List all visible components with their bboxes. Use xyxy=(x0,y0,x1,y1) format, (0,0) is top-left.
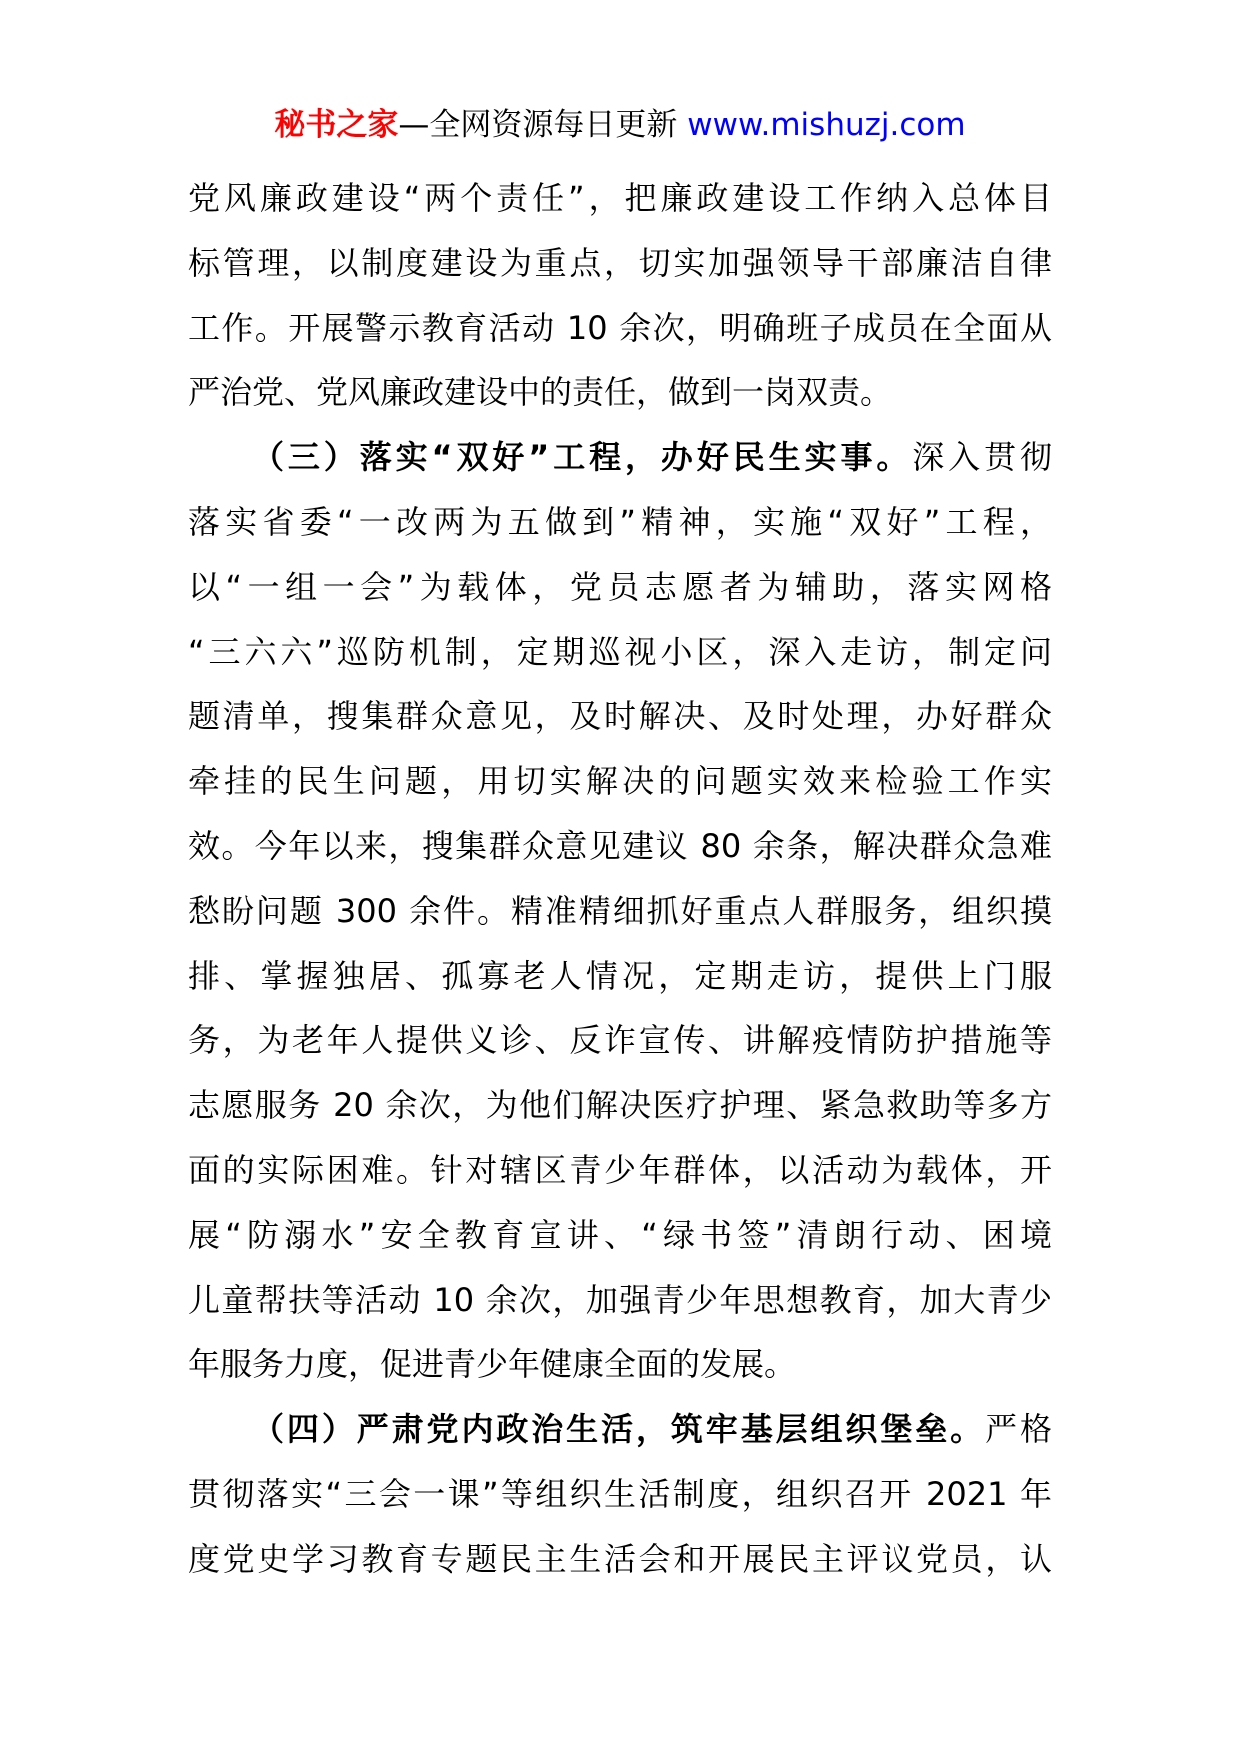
body-line: 题清单，搜集群众意见，及时解决、及时处理，办好群众 xyxy=(188,697,1052,736)
body-line: 以“一组一会”为载体，党员志愿者为辅助，落实网格 xyxy=(188,567,1052,606)
body-line: 务，为老年人提供义诊、反诈宣传、讲解疫情防护措施等 xyxy=(188,1021,1052,1060)
body-line: 愁盼问题 300 余件。精准精细抓好重点人群服务，组织摸 xyxy=(188,891,1052,930)
body-line: 落实省委“一改两为五做到”精神，实施“双好”工程， xyxy=(188,502,1052,541)
body-line: 年服务力度，促进青少年健康全面的发展。 xyxy=(188,1345,797,1384)
section-heading-line xyxy=(188,1397,1052,1462)
body-line: 标管理，以制度建设为重点，切实加强领导干部廉洁自律 xyxy=(188,243,1052,282)
section-heading-line xyxy=(188,425,1052,490)
body-line: 度党史学习教育专题民主生活会和开展民主评议党员，认 xyxy=(188,1539,1052,1578)
section-heading-continuation: 深入贯彻 xyxy=(912,438,1052,477)
document-body xyxy=(188,166,1052,1592)
body-line: 儿童帮扶等活动 10 余次，加强青少年思想教育，加大青少 xyxy=(188,1280,1052,1319)
page-header xyxy=(0,103,1240,147)
body-line: 贯彻落实“三会一课”等组织生活制度，组织召开 2021 年 xyxy=(188,1474,1052,1513)
brand-name: 秘书之家 xyxy=(274,107,399,143)
body-line: 排、掌握独居、孤寡老人情况，定期走访，提供上门服 xyxy=(188,956,1052,995)
section-heading: （三）落实“双好”工程，办好民生实事。 xyxy=(252,438,913,477)
body-line: 面的实际困难。针对辖区青少年群体，以活动为载体，开 xyxy=(188,1150,1052,1189)
body-line: 严治党、党风廉政建设中的责任，做到一岗双责。 xyxy=(188,373,893,412)
body-line: 效。今年以来，搜集群众意见建议 80 余条，解决群众急难 xyxy=(188,826,1052,865)
body-line: “三六六”巡防机制，定期巡视小区，深入走访，制定问 xyxy=(188,632,1052,671)
section-heading: （四）严肃党内政治生活，筑牢基层组织堡垒。 xyxy=(252,1410,986,1449)
header-tagline: —全网资源每日更新 xyxy=(398,107,678,143)
body-line: 党风廉政建设“两个责任”，把廉政建设工作纳入总体目 xyxy=(188,179,1052,217)
body-line: 展“防溺水”安全教育宣讲、“绿书签”清朗行动、困境 xyxy=(188,1215,1052,1254)
site-url-link[interactable]: www.mishuzj.com xyxy=(687,107,966,143)
body-line: 工作。开展警示教育活动 10 余次，明确班子成员在全面从 xyxy=(188,308,1052,347)
body-line: 志愿服务 20 余次，为他们解决医疗护理、紧急救助等多方 xyxy=(188,1086,1052,1125)
section-heading-continuation: 严格 xyxy=(985,1410,1052,1449)
body-line: 牵挂的民生问题，用切实解决的问题实效来检验工作实 xyxy=(188,762,1052,801)
